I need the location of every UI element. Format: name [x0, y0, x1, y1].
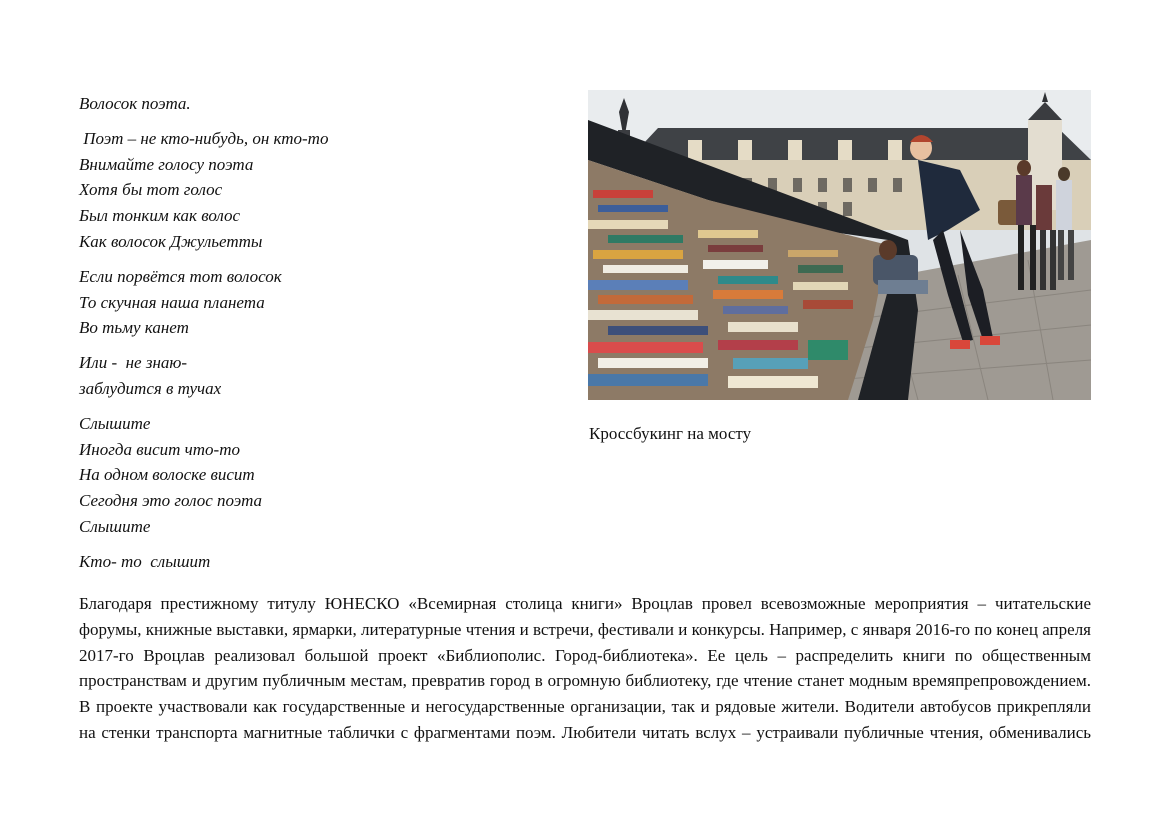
- poem-line: Слышите: [79, 413, 151, 433]
- poem-line: Слышите: [79, 516, 151, 536]
- poem-line: заблудится в тучах: [79, 378, 222, 398]
- body-paragraph: Благодаря престижному титулу ЮНЕСКО «Всемирная столица книги» Вроцлав провел всевозможные мероприятия – читательские форумы, книжные выставки, ярмарки, литературные чтения и встречи, фестивали и конкурсы. Например, с января 2016-го по конец апреля 2017-го Вроцлав реализовал большой проект «Библиополис. Город-библиотека». Ее цель – распределить книги по общественным пространствам и другим публичным местам, превратив город в огромную библиотеку, где чтение станет модным времяпрепровождением. В проекте участвовали как государственные и негосударственные организации, так и рядовые жители. Водители автобусов прикрепляли на стенки транспорта магнитные таблички с фрагментами поэм. Любители читать вслух – устраивали публичные чтения, обменивались: [79, 594, 1091, 742]
- poem-line: Если порвётся тот волосок: [79, 266, 282, 286]
- poem-line: Кто- то слышит: [79, 551, 211, 571]
- poem-title: Волосок поэта.: [79, 94, 191, 113]
- poem-line: Иногда висит что-то: [79, 439, 240, 459]
- poem: [79, 91, 559, 584]
- poem-line: На одном волоске висит: [79, 465, 255, 485]
- poem-line: Как волосок Джульетты: [79, 231, 263, 251]
- book-market-photo: [588, 90, 1091, 400]
- poem-line: Или - не знаю-: [79, 353, 188, 373]
- poem-line: Во тьму канет: [79, 318, 189, 338]
- poem-stanza-3: [79, 350, 559, 402]
- poem-stanza-2: [79, 264, 559, 341]
- poem-line: Внимайте голосу поэта: [79, 154, 254, 174]
- photo-caption: Кроссбукинг на мосту: [589, 424, 752, 443]
- poem-line: Хотя бы тот голос: [79, 180, 223, 200]
- poem-stanza-5: [79, 549, 559, 575]
- poem-line: Поэт – не кто-нибудь, он кто-то: [79, 128, 329, 148]
- poem-stanza-1: [79, 126, 559, 255]
- poem-line: То скучная наша планета: [79, 292, 265, 312]
- poem-line: Был тонким как волос: [79, 206, 241, 226]
- poem-stanza-4: [79, 411, 559, 540]
- poem-line: Сегодня это голос поэта: [79, 491, 263, 511]
